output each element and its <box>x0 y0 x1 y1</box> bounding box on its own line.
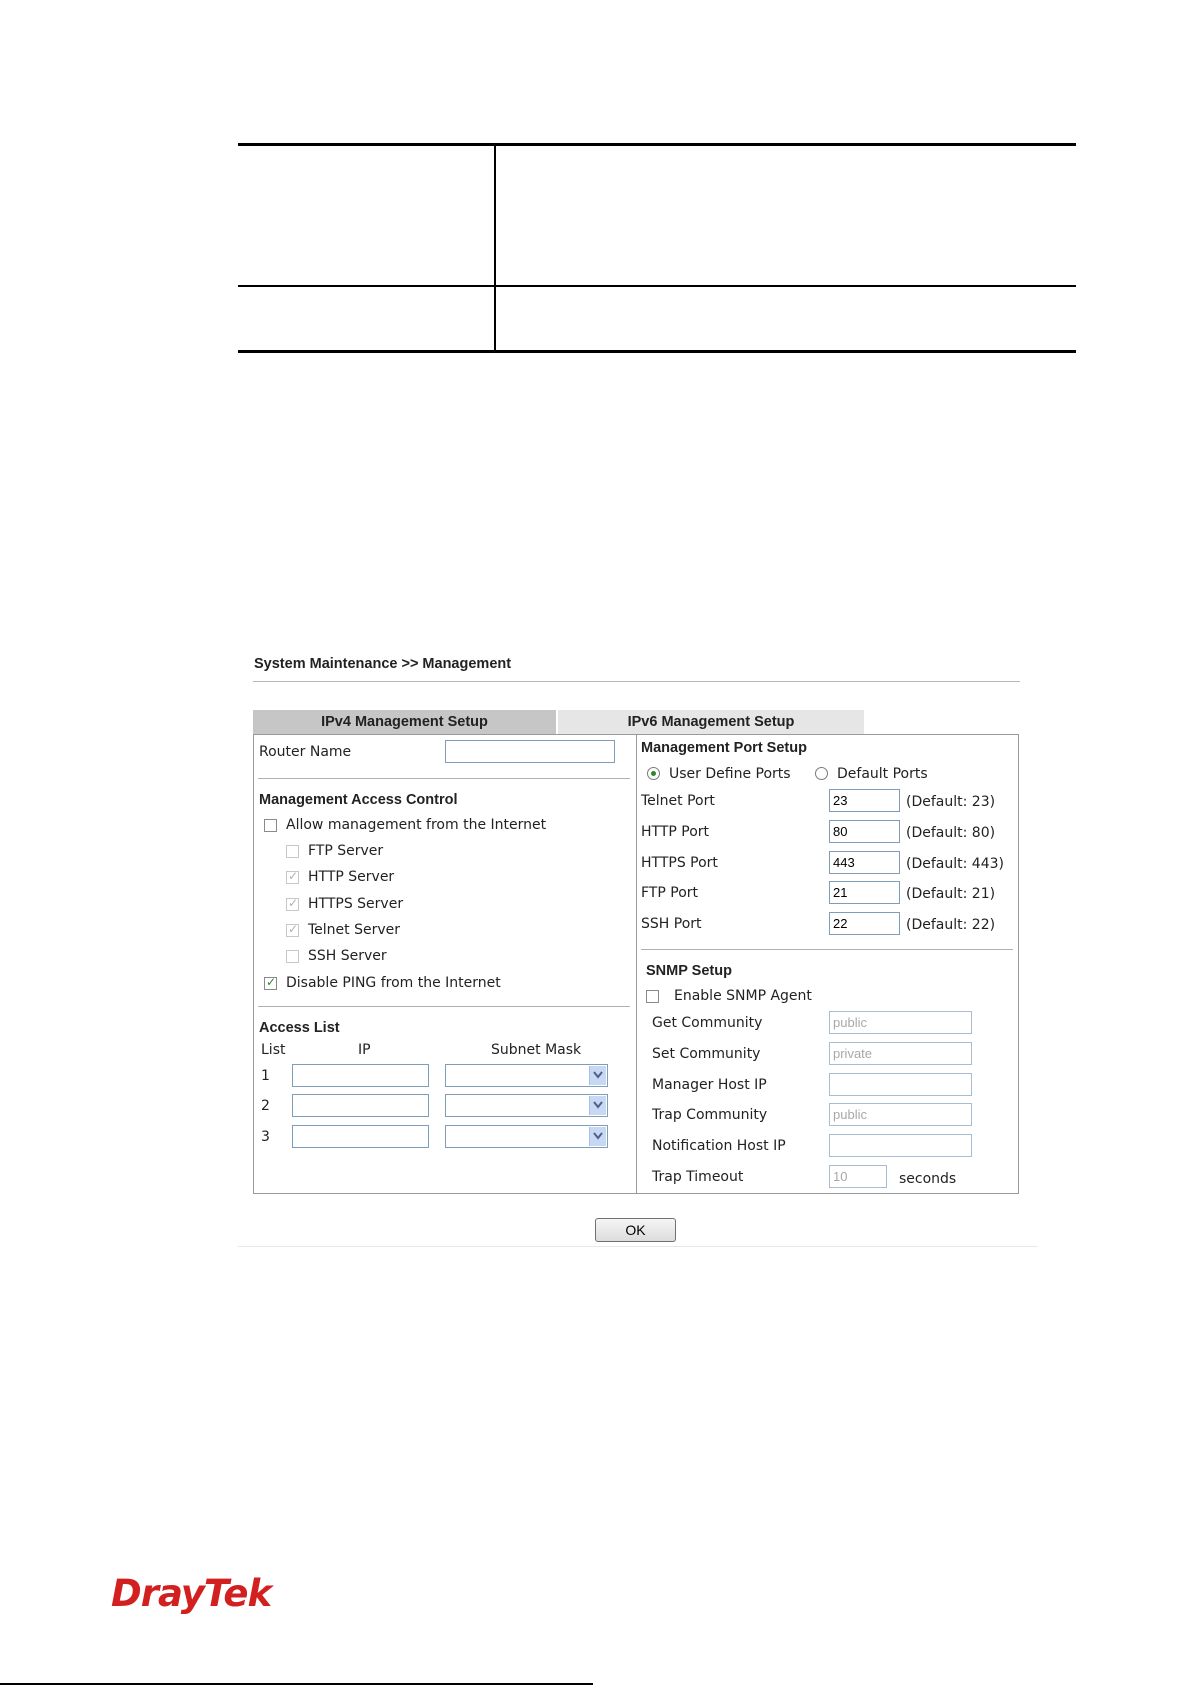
ok-button[interactable]: OK <box>595 1218 676 1242</box>
access-list-header-mask: Subnet Mask <box>491 1042 582 1058</box>
ftp-server-label: FTP Server <box>308 843 384 859</box>
ssh-server-checkbox[interactable] <box>286 950 299 963</box>
telnet-server-checkbox[interactable] <box>286 924 299 937</box>
disable-ping-label: Disable PING from the Internet <box>286 975 501 991</box>
telnet-port-input[interactable]: 23 <box>829 789 900 812</box>
draytek-logo: DrayTek <box>111 1572 272 1615</box>
doc-table-column-divider <box>494 143 496 352</box>
ssh-port-label: SSH Port <box>641 916 702 932</box>
chevron-down-icon[interactable] <box>589 1096 606 1115</box>
allow-internet-checkbox[interactable] <box>264 819 277 832</box>
snmp-setup-title: SNMP Setup <box>646 963 732 979</box>
ftp-port-label: FTP Port <box>641 885 699 901</box>
disable-ping-checkbox[interactable] <box>264 977 277 990</box>
https-port-input[interactable]: 443 <box>829 851 900 874</box>
access-list-header-ip: IP <box>358 1042 371 1058</box>
user-define-ports-radio[interactable] <box>647 767 660 780</box>
http-port-default: (Default: 80) <box>906 825 996 841</box>
check-icon: ✓ <box>288 869 299 883</box>
ftp-server-checkbox[interactable] <box>286 845 299 858</box>
http-port-label: HTTP Port <box>641 824 710 840</box>
radio-selected-dot <box>651 771 656 776</box>
tab-ipv6-management[interactable]: IPv6 Management Setup <box>558 710 864 734</box>
bottom-rule <box>238 1246 1038 1247</box>
access-list-mask-select[interactable] <box>445 1094 608 1117</box>
http-port-input[interactable]: 80 <box>829 820 900 843</box>
left-separator-1 <box>258 778 630 779</box>
doc-table-middle-rule <box>238 285 1076 287</box>
access-list-ip-input[interactable] <box>292 1125 429 1148</box>
router-name-input[interactable] <box>445 740 615 763</box>
access-list-title: Access List <box>259 1020 340 1036</box>
telnet-port-default: (Default: 23) <box>906 794 996 810</box>
left-separator-2 <box>258 1006 630 1007</box>
set-community-input[interactable]: private <box>829 1042 972 1065</box>
default-ports-label: Default Ports <box>837 766 928 782</box>
ftp-port-default: (Default: 21) <box>906 886 996 902</box>
check-icon: ✓ <box>288 896 299 910</box>
tab-ipv4-management[interactable]: IPv4 Management Setup <box>253 710 556 734</box>
check-icon: ✓ <box>288 922 299 936</box>
manager-host-ip-input[interactable] <box>829 1073 972 1096</box>
doc-table-top-rule <box>238 143 1076 146</box>
https-server-label: HTTPS Server <box>308 896 404 912</box>
access-list-row-index: 2 <box>261 1098 270 1114</box>
notification-host-ip-label: Notification Host IP <box>652 1138 786 1154</box>
trap-community-label: Trap Community <box>652 1107 768 1123</box>
access-list-header-list: List <box>261 1042 286 1058</box>
get-community-label: Get Community <box>652 1015 763 1031</box>
manager-host-ip-label: Manager Host IP <box>652 1077 767 1093</box>
set-community-label: Set Community <box>652 1046 761 1062</box>
ftp-port-input[interactable]: 21 <box>829 881 900 904</box>
access-list-mask-select[interactable] <box>445 1125 608 1148</box>
allow-internet-label: Allow management from the Internet <box>286 817 547 833</box>
trap-timeout-label: Trap Timeout <box>652 1169 744 1185</box>
access-list-ip-input[interactable] <box>292 1064 429 1087</box>
https-port-default: (Default: 443) <box>906 856 1004 872</box>
port-setup-title: Management Port Setup <box>641 740 807 756</box>
right-separator <box>641 949 1013 950</box>
http-server-label: HTTP Server <box>308 869 395 885</box>
telnet-server-label: Telnet Server <box>308 922 401 938</box>
breadcrumb-rule <box>253 681 1020 682</box>
breadcrumb: System Maintenance >> Management <box>254 656 512 672</box>
access-list-row-index: 1 <box>261 1068 270 1084</box>
panel-column-divider <box>636 734 637 1194</box>
get-community-input[interactable]: public <box>829 1011 972 1034</box>
https-server-checkbox[interactable] <box>286 898 299 911</box>
default-ports-radio[interactable] <box>815 767 828 780</box>
trap-timeout-unit: seconds <box>899 1171 957 1187</box>
access-list-ip-input[interactable] <box>292 1094 429 1117</box>
access-list-mask-select[interactable] <box>445 1064 608 1087</box>
doc-table-bottom-rule <box>238 350 1076 353</box>
ssh-server-label: SSH Server <box>308 948 387 964</box>
check-icon: ✓ <box>266 975 277 989</box>
chevron-down-icon[interactable] <box>589 1127 606 1146</box>
access-control-title: Management Access Control <box>259 792 458 808</box>
enable-snmp-checkbox[interactable] <box>646 990 659 1003</box>
ssh-port-default: (Default: 22) <box>906 917 996 933</box>
chevron-down-icon[interactable] <box>589 1066 606 1085</box>
router-name-label: Router Name <box>259 744 352 760</box>
https-port-label: HTTPS Port <box>641 855 718 871</box>
trap-community-input[interactable]: public <box>829 1103 972 1126</box>
http-server-checkbox[interactable] <box>286 871 299 884</box>
trap-timeout-input[interactable]: 10 <box>829 1165 887 1188</box>
notification-host-ip-input[interactable] <box>829 1134 972 1157</box>
ssh-port-input[interactable]: 22 <box>829 912 900 935</box>
access-list-row-index: 3 <box>261 1129 270 1145</box>
user-define-ports-label: User Define Ports <box>669 766 791 782</box>
enable-snmp-label: Enable SNMP Agent <box>674 988 812 1004</box>
telnet-port-label: Telnet Port <box>641 793 715 809</box>
